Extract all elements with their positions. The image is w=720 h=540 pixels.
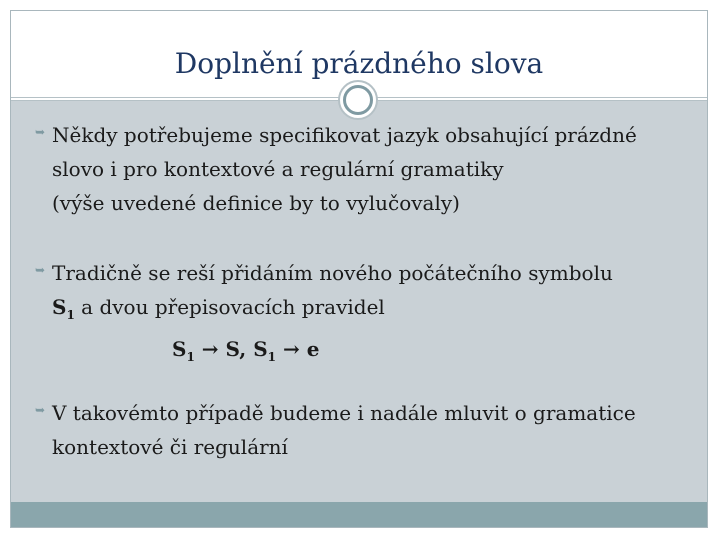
curved-arrow-icon: ➥ — [35, 263, 46, 277]
bullet-2 — [35, 256, 613, 374]
rule-arrow-2-icon: → — [282, 337, 300, 361]
bullet-3-line-1: V takovémto případě budeme i nadále mluvit o gramatice — [52, 401, 636, 425]
bullet-1-line-3: (výše uvedené definice by to vylučovaly) — [52, 191, 460, 215]
bullet-3 — [35, 396, 636, 464]
rule-s1-left: S — [172, 337, 187, 361]
curved-arrow-icon: ➥ — [35, 403, 46, 417]
bullet-1 — [35, 118, 637, 220]
bullet-1-line-2: slovo i pro kontextové a regulární gramatiky — [52, 157, 504, 181]
rule-e: e — [306, 337, 320, 361]
rule-s1-right-sub: 1 — [267, 350, 276, 364]
slide-title: Doplnění prázdného slova — [174, 47, 544, 80]
divider-ring-icon — [343, 85, 373, 115]
bullet-2-line-2-text: a dvou přepisovacích pravidel — [74, 295, 385, 319]
bullet-2-line-1: Tradičně se reší přidáním nového počátečního symbolu — [52, 261, 613, 285]
footer-bar — [11, 502, 707, 527]
start-symbol-subscript: 1 — [66, 308, 75, 322]
rule-arrow-1-icon: → — [201, 337, 219, 361]
start-symbol: S — [52, 295, 67, 319]
curved-arrow-icon: ➥ — [35, 125, 46, 139]
rule-s1-right: S — [253, 337, 268, 361]
bullet-2-line-2 — [52, 290, 613, 332]
rule-s: S, — [225, 337, 247, 361]
bullet-1-line-1: Někdy potřebujeme specifikovat jazyk obsahující prázdné — [52, 123, 637, 147]
bullet-3-line-2: kontextové či regulární — [52, 435, 288, 459]
rewrite-rules — [52, 332, 613, 374]
rule-s1-left-sub: 1 — [186, 350, 195, 364]
